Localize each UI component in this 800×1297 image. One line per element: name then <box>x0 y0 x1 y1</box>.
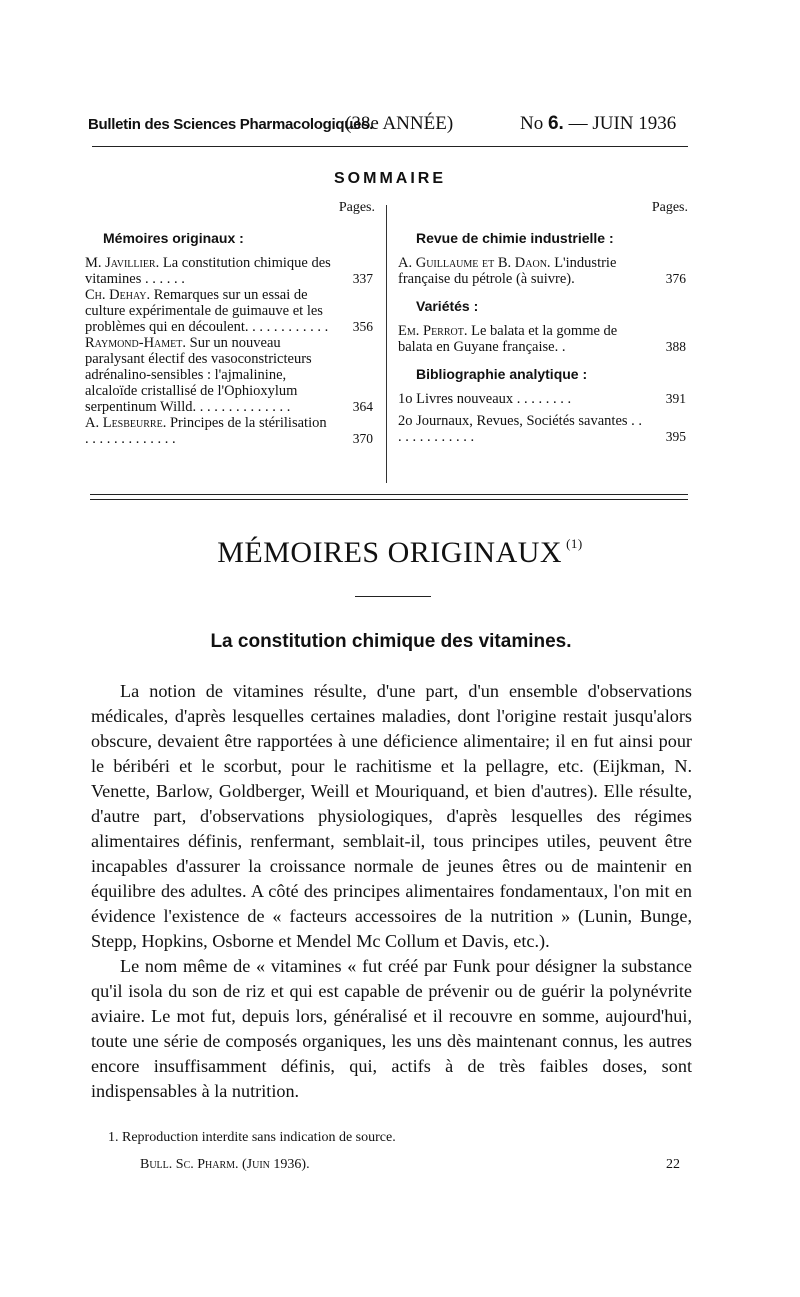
paragraph: La notion de vitamines résulte, d'une part, d'un ensemble d'observations médicales, d'après lesquelles certaines maladies, dont l'origine restait jusqu'alors obscure, devaient être rapportées à une déficience alimentaire; il en fut ainsi pour le béribéri et le scorbut, pour le rachitisme et la pellagre, etc. (Eijkman, N. Venette, Barlow, Goldberger, Weill et Mouriquand, et bien d'autres). Elle résulte, d'autre part, d'observations physiologiques, d'après lesquelles des régimes alimentaires définis, renfermant, semblait-il, tous principes utiles, peuvent être incapables d'assurer la croissance normale de jeunes êtres ou de maintenir en équilibre des adultes. A côté des principes alimentaires fondamentaux, l'on mit en évidence l'existence de « facteurs accessoires de la nutrition » (Lunin, Bunge, Stepp, Hopkins, Osborne et Mendel Mc Collum et Davis, etc.). <box>91 681 692 951</box>
toc-page: 391 <box>665 391 686 406</box>
title-rule <box>355 596 431 597</box>
volume-year: (38e ANNÉE) <box>345 113 454 134</box>
toc-entry <box>398 255 688 287</box>
toc-text: Le balata et la gomme de balata en Guyane française. . <box>398 323 618 355</box>
issue-number: 6. <box>547 113 564 134</box>
toc-text: Sur un nouveau paralysant électif des vasoconstricteurs adrénalino-sensibles : l'ajmalinine, alcaloïde cristallisé de l'Ophioxylum serpentinum Willd. . . . . . . . . . . . . . <box>85 335 312 415</box>
footer-citation: Bull. Sc. Pharm. (Juin 1936). <box>140 1157 310 1172</box>
toc-entry <box>85 255 375 287</box>
page-number: 22 <box>666 1157 680 1172</box>
footnote: 1. Reproduction interdite sans indication de source. <box>108 1130 396 1145</box>
toc-entry <box>398 391 688 407</box>
toc-page: 364 <box>352 399 373 414</box>
toc-author: A. Guillaume et B. Daon. <box>398 255 551 271</box>
issue-info <box>520 113 676 135</box>
section-heading: Bibliographie analytique : <box>416 366 588 382</box>
toc-author: Raymond-Hamet. <box>85 335 187 351</box>
toc-page: 337 <box>352 271 373 286</box>
sommaire-right-column <box>398 200 688 445</box>
toc-entry <box>85 415 375 447</box>
toc-author: A. Lesbeurre. <box>85 415 167 431</box>
toc-entry <box>398 323 688 355</box>
issue-date: — JUIN 1936 <box>568 113 677 134</box>
page-footer <box>140 1157 680 1173</box>
toc-text: Principes de la stérilisation . . . . . . . . . . . . . <box>85 415 327 447</box>
toc-author: M. Javillier. <box>85 255 160 271</box>
journal-name: Bulletin des Sciences Pharmacologiques. <box>88 116 374 133</box>
paragraph: Le nom même de « vitamines « fut créé par Funk pour désigner la substance qu'il isola du son de riz et qui est capable de prévenir ou de guérir la polynévrite aviaire. Le mot fut, depuis lors, généralisé et il recouvre en somme, aujourd'hui, toute une série de composés organiques, les uns dès maintenant connus, les autres encore insuffisamment définis, qui, actifs à de très faibles doses, sont indispensables à la nutrition. <box>91 956 692 1101</box>
running-header <box>88 113 688 141</box>
toc-entry <box>85 335 375 415</box>
toc-text: 1o Livres nouveaux . . . . . . . . <box>398 391 572 407</box>
section-heading: Mémoires originaux : <box>103 230 244 246</box>
article-title: La constitution chimique des vitamines. <box>210 631 572 652</box>
section-double-rule <box>90 494 688 500</box>
sommaire-left-column <box>85 200 375 447</box>
memoires-title <box>0 536 800 570</box>
toc-text: Remarques sur un essai de culture expérimentale de guimauve et les problèmes qui en découlent. . . . . . . . . . . . <box>85 287 329 335</box>
section-heading: Revue de chimie industrielle : <box>416 230 614 246</box>
toc-page: 370 <box>352 431 373 446</box>
header-rule <box>92 146 688 147</box>
footnote-ref: (1) <box>566 536 583 551</box>
pages-label: Pages. <box>651 200 688 215</box>
memoires-title-text: MÉMOIRES ORIGINAUX <box>217 536 563 569</box>
article-body <box>91 679 692 1104</box>
toc-text: L'industrie française du pétrole (à suivre). <box>398 255 617 287</box>
sommaire-title: SOMMAIRE <box>334 170 446 187</box>
toc-entry <box>398 413 688 445</box>
section-heading: Variétés : <box>416 298 479 314</box>
toc-author: Em. Perrot. <box>398 323 468 339</box>
toc-page: 395 <box>665 429 686 444</box>
toc-page: 356 <box>352 319 373 334</box>
toc-page: 388 <box>665 339 686 354</box>
toc-page: 376 <box>665 271 686 286</box>
toc-entry <box>85 287 375 335</box>
toc-text: La constitution chimique des vitamines . . . . . . <box>85 255 331 287</box>
toc-text: 2o Journaux, Revues, Sociétés savantes . . . . . . . . . . . . . <box>398 413 643 445</box>
column-divider <box>386 205 387 483</box>
toc-author: Ch. Dehay. <box>85 287 151 303</box>
issue-no-label: No <box>520 113 544 134</box>
pages-label: Pages. <box>338 200 375 215</box>
